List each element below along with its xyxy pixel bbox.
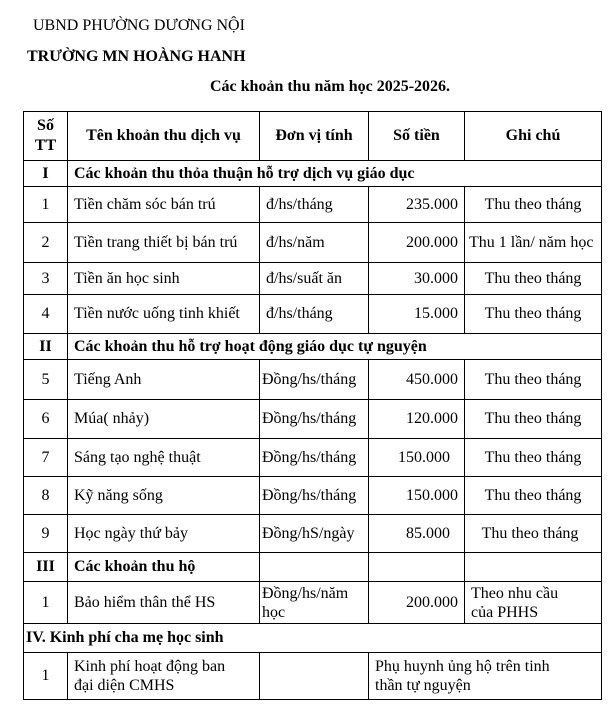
row-note: Phụ huynh ủng hộ trên tinh thần tự nguyện <box>369 653 602 700</box>
row-amount: 235.000 <box>369 187 465 223</box>
row-unit: Đồng/hs/năm học <box>260 582 369 624</box>
empty-cell <box>369 553 465 582</box>
section-title: Các khoản thu hỗ trợ hoạt động giáo dục tự nguyện <box>68 334 602 360</box>
row-no: 1 <box>24 582 68 624</box>
section-row <box>24 624 602 653</box>
row-amount: 15.000 <box>369 295 465 334</box>
section-no: I <box>24 161 68 187</box>
table-row <box>24 477 602 515</box>
row-note: Thu theo tháng <box>465 439 602 477</box>
section-row <box>24 161 602 187</box>
empty-cell <box>260 553 369 582</box>
section-no: II <box>24 334 68 360</box>
row-unit: Đồng/hs/tháng <box>260 477 369 515</box>
row-amount: 85.000 <box>369 515 465 553</box>
row-unit: Đồng/hs/tháng <box>260 360 369 400</box>
row-no: 8 <box>24 477 68 515</box>
empty-cell <box>465 553 602 582</box>
section-no: III <box>24 553 68 582</box>
section-row <box>24 334 602 360</box>
row-note: Thu theo tháng <box>465 400 602 439</box>
table-row <box>24 187 602 223</box>
table-row <box>24 582 602 624</box>
row-name: Tiền ăn học sinh <box>68 263 260 295</box>
row-amount: 200.000 <box>369 223 465 263</box>
row-name: Sáng tạo nghệ thuật <box>68 439 260 477</box>
row-amount: 150.000 <box>369 439 465 477</box>
row-name: Tiền nước uống tinh khiết <box>68 295 260 334</box>
table-header-row <box>24 112 602 161</box>
row-note: Thu theo tháng <box>465 295 602 334</box>
row-unit: đ/hs/tháng <box>260 187 369 223</box>
row-amount: 150.000 <box>369 477 465 515</box>
row-no: 9 <box>24 515 68 553</box>
col-header-note: Ghi chú <box>465 112 602 161</box>
table-row <box>24 263 602 295</box>
row-no: 1 <box>24 653 68 700</box>
row-name: Bảo hiểm thân thể HS <box>68 582 260 624</box>
document-title: Các khoản thu năm học 2025-2026. <box>209 78 451 95</box>
row-amount: 200.000 <box>369 582 465 624</box>
row-note: Thu theo tháng <box>465 477 602 515</box>
col-header-no: Số TT <box>24 112 68 161</box>
row-unit: Đồng/hS/ngày <box>260 515 369 553</box>
row-name: Tiếng Anh <box>68 360 260 400</box>
row-unit: Đồng/hs/tháng <box>260 400 369 439</box>
row-no: 6 <box>24 400 68 439</box>
authority-name: UBND PHƯỜNG DƯƠNG NỘI <box>33 17 245 34</box>
row-no: 7 <box>24 439 68 477</box>
row-unit: đ/hs/năm <box>260 223 369 263</box>
col-header-unit: Đơn vị tính <box>260 112 369 161</box>
row-note: Thu theo tháng <box>465 263 602 295</box>
row-name: Tiền trang thiết bị bán trú <box>68 223 260 263</box>
row-name: Múa( nhảy) <box>68 400 260 439</box>
row-unit: đ/hs/tháng <box>260 295 369 334</box>
section-title: Các khoản thu thỏa thuận hỗ trợ dịch vụ giáo dục <box>68 161 602 187</box>
row-unit: đ/hs/suất ăn <box>260 263 369 295</box>
table-row <box>24 653 602 700</box>
row-name: Tiền chăm sóc bán trú <box>68 187 260 223</box>
row-note: Thu theo tháng <box>465 187 602 223</box>
row-amount: 450.000 <box>369 360 465 400</box>
row-no: 4 <box>24 295 68 334</box>
row-no: 5 <box>24 360 68 400</box>
row-note: Thu theo tháng <box>465 360 602 400</box>
row-no: 1 <box>24 187 68 223</box>
section-title: IV. Kinh phí cha mẹ học sinh <box>24 624 602 653</box>
table-row <box>24 360 602 400</box>
row-note: Thu theo tháng <box>465 515 602 553</box>
row-no: 3 <box>24 263 68 295</box>
table-row <box>24 515 602 553</box>
section-title: Các khoản thu hộ <box>68 553 260 582</box>
row-name: Kỹ năng sống <box>68 477 260 515</box>
school-name: TRƯỜNG MN HOÀNG HANH <box>27 48 246 65</box>
fees-table <box>23 111 602 700</box>
table-row <box>24 295 602 334</box>
row-note: Thu 1 lần/ năm học <box>465 223 602 263</box>
row-amount: 30.000 <box>369 263 465 295</box>
row-amount: 120.000 <box>369 400 465 439</box>
table-row <box>24 439 602 477</box>
col-header-name: Tên khoản thu dịch vụ <box>68 112 260 161</box>
table-row <box>24 400 602 439</box>
row-name: Kinh phí hoạt động ban đại diện CMHS <box>68 653 260 700</box>
row-unit <box>260 653 369 700</box>
row-unit: Đồng/hs/tháng <box>260 439 369 477</box>
row-name: Học ngày thứ bảy <box>68 515 260 553</box>
table-row <box>24 223 602 263</box>
row-note: Theo nhu cầu của PHHS <box>465 582 602 624</box>
row-no: 2 <box>24 223 68 263</box>
section-row <box>24 553 602 582</box>
col-header-amount: Số tiền <box>369 112 465 161</box>
